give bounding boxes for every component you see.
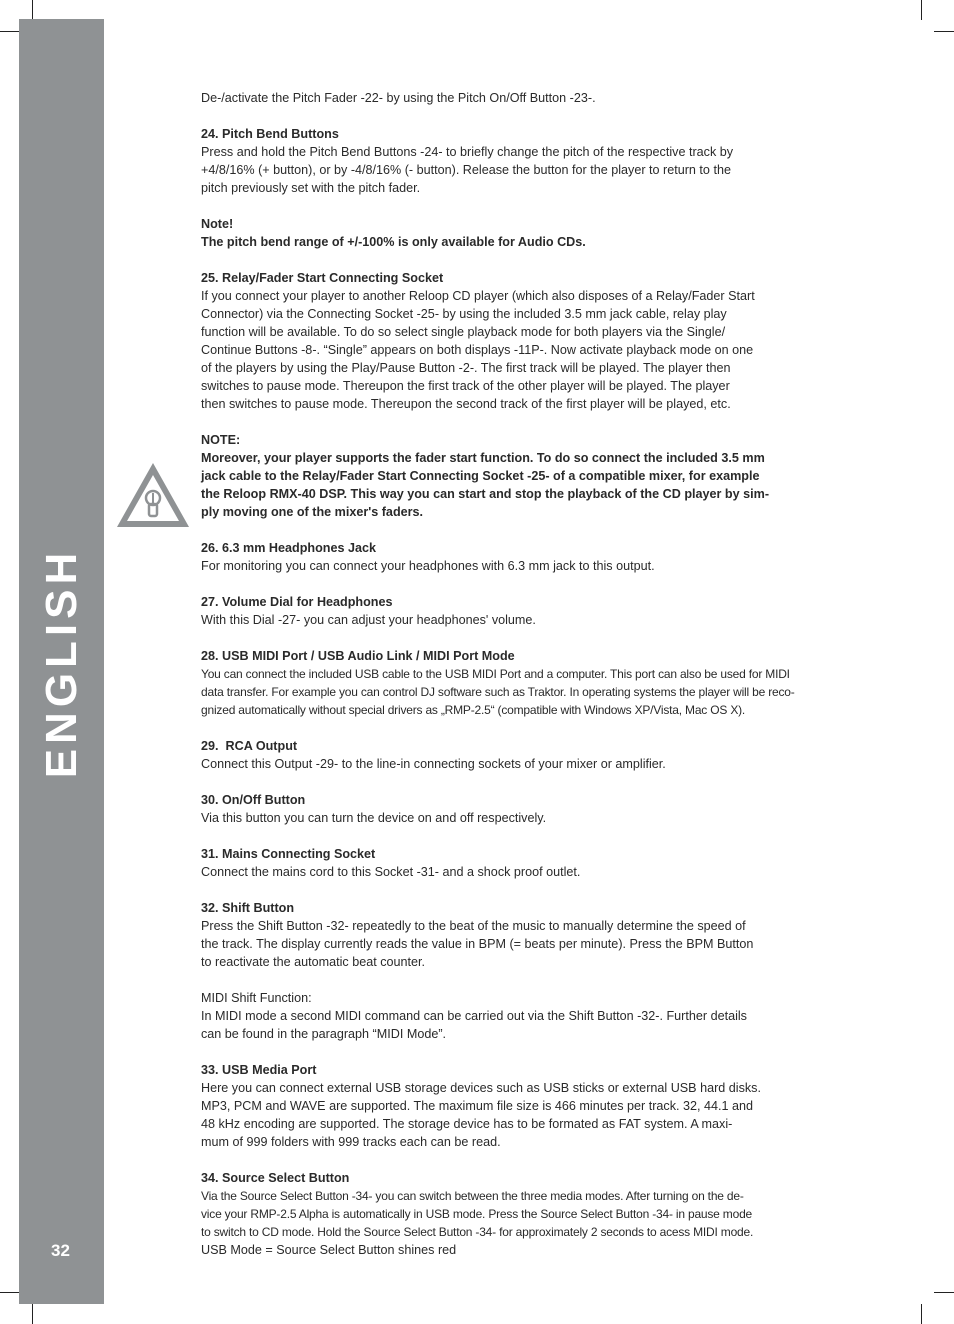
section-line: of the players by using the Play/Pause Button -2-. The first track will be played. The player then — [201, 361, 731, 375]
section-line: Connect this Output -29- to the line-in connecting sockets of your mixer or amplifier. — [201, 757, 666, 771]
note-heading: NOTE: — [201, 433, 241, 447]
section-line: Press the Shift Button -32- repeatedly to the beat of the music to manually determine the speed of — [201, 919, 746, 933]
section-line: In MIDI mode a second MIDI command can be carried out via the Shift Button -32-. Further details — [201, 1009, 747, 1023]
crop-mark — [934, 31, 954, 32]
section-line: to switch to CD mode. Hold the Source Select Button -34- for approximately 2 seconds to acess MIDI mode. — [201, 1225, 754, 1239]
section-heading: 25. Relay/Fader Start Connecting Socket — [201, 271, 444, 285]
section-line: If you connect your player to another Reloop CD player (which also disposes of a Relay/Fader Start — [201, 289, 755, 303]
crop-mark — [934, 1292, 954, 1293]
section-line: For monitoring you can connect your headphones with 6.3 mm jack to this output. — [201, 559, 655, 573]
section-line: data transfer. For example you can control DJ software such as Traktor. In operating systems the player will be reco- — [201, 685, 795, 699]
section-line: the track. The display currently reads the value in BPM (= beats per minute). Press the BPM Button — [201, 937, 754, 951]
crop-mark — [921, 0, 922, 20]
section-line: switches to pause mode. Thereupon the first track of the other player will be played. The player — [201, 379, 730, 393]
subsection-heading: MIDI Shift Function: — [201, 991, 312, 1005]
note-line: Moreover, your player supports the fader start function. To do so connect the included 3.5 mm — [201, 451, 765, 465]
section-line: function will be available. To do so select single playback mode for both players via the Single/ — [201, 325, 726, 339]
section-line: Continue Buttons -8-. “Single” appears on both displays -11P-. Now activate playback mode on one — [201, 343, 754, 357]
section-line: vice your RMP-2.5 Alpha is automatically in USB mode. Press the Source Select Button -34- in pause mode — [201, 1207, 753, 1221]
section-line: Connector) via the Connecting Socket -25- by using the included 3.5 mm jack cable, relay play — [201, 307, 727, 321]
manual-content — [201, 89, 821, 1259]
section-line: Via this button you can turn the device on and off respectively. — [201, 811, 547, 825]
note-line: ply moving one of the mixer's faders. — [201, 505, 424, 519]
section-line: With this Dial -27- you can adjust your headphones' volume. — [201, 613, 536, 627]
section-heading: 28. USB MIDI Port / USB Audio Link / MIDI Port Mode — [201, 649, 515, 663]
note-line: the Reloop RMX-40 DSP. This way you can start and stop the playback of the CD player by sim- — [201, 487, 770, 501]
section-heading: 33. USB Media Port — [201, 1063, 317, 1077]
note-line: jack cable to the Relay/Fader Start Connecting Socket -25- of a compatible mixer, for example — [201, 469, 760, 483]
language-label: ENGLISH — [37, 547, 86, 779]
section-line: +4/8/16% (+ button), or by -4/8/16% (- button). Release the button for the player to return to the — [201, 163, 731, 177]
section-line: MP3, PCM and WAVE are supported. The maximum file size is 466 minutes per track. 32, 44.1 and — [201, 1099, 754, 1113]
crop-mark — [921, 1304, 922, 1324]
section-line: then switches to pause mode. Thereupon the second track of the first player will be played, etc. — [201, 397, 731, 411]
section-line: can be found in the paragraph “MIDI Mode”. — [201, 1027, 447, 1041]
section-heading: 34. Source Select Button — [201, 1171, 350, 1185]
section-line: gnized automatically without special drivers as „RMP-2.5“ (compatible with Windows XP/Vista, Mac OS X). — [201, 703, 746, 717]
crop-mark — [0, 31, 20, 32]
section-line: Here you can connect external USB storage devices such as USB sticks or external USB hard disks. — [201, 1081, 761, 1095]
crop-mark — [32, 0, 33, 20]
warning-triangle-icon — [114, 460, 192, 530]
section-line: pitch previously set with the pitch fader. — [201, 181, 421, 195]
section-heading: 32. Shift Button — [201, 901, 295, 915]
section-line: Connect the mains cord to this Socket -31- and a shock proof outlet. — [201, 865, 581, 879]
section-line: Via the Source Select Button -34- you can switch between the three media modes. After turning on the de- — [201, 1189, 744, 1203]
section-line: You can connect the included USB cable to the USB MIDI Port and a computer. This port can also be used for MIDI — [201, 667, 790, 681]
section-heading: 29. RCA Output — [201, 739, 298, 753]
section-heading: 27. Volume Dial for Headphones — [201, 595, 393, 609]
section-heading: 30. On/Off Button — [201, 793, 306, 807]
crop-mark — [32, 1304, 33, 1324]
section-line: mum of 999 folders with 999 tracks each can be read. — [201, 1135, 501, 1149]
intro-text: De-/activate the Pitch Fader -22- by using the Pitch On/Off Button -23-. — [201, 91, 596, 105]
note-heading: Note! — [201, 217, 234, 231]
section-heading: 24. Pitch Bend Buttons — [201, 127, 339, 141]
section-line: USB Mode = Source Select Button shines red — [201, 1243, 457, 1257]
page-number: 32 — [51, 1241, 70, 1260]
section-line: 48 kHz encoding are supported. The storage device has to be formated as FAT system. A maxi- — [201, 1117, 733, 1131]
section-heading: 31. Mains Connecting Socket — [201, 847, 376, 861]
section-heading: 26. 6.3 mm Headphones Jack — [201, 541, 376, 555]
crop-mark — [0, 1292, 20, 1293]
section-line: Press and hold the Pitch Bend Buttons -24- to briefly change the pitch of the respective track by — [201, 145, 734, 159]
note-text: The pitch bend range of +/-100% is only available for Audio CDs. — [201, 235, 586, 249]
section-line: to reactivate the automatic beat counter. — [201, 955, 426, 969]
